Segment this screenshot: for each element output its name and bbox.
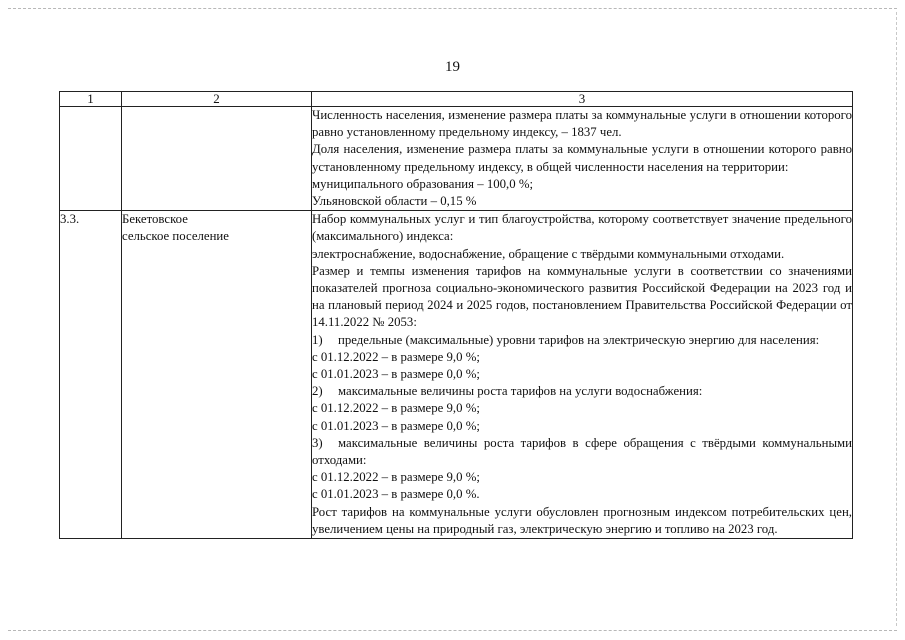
scan-bottom-edge xyxy=(8,630,897,631)
table-row-continued xyxy=(60,107,853,211)
header-col-2: 2 xyxy=(122,92,312,107)
item-1-rate-b: с 01.01.2023 – в размере 0,0 %; xyxy=(312,367,480,382)
scan-top-edge xyxy=(8,8,897,9)
tariff-growth-paragraph: Рост тарифов на коммунальные услуги обусловлен прогнозным индексом потребительских цен, увеличением цены на природный газ, электрическую энергию и топливо на 2023 год. xyxy=(312,504,852,536)
page-number: 19 xyxy=(445,59,460,75)
region-share-line: Ульяновской области – 0,15 % xyxy=(312,194,477,209)
item-1-number: 1) xyxy=(312,332,323,347)
item-1-rate-a: с 01.12.2022 – в размере 9,0 %; xyxy=(312,349,480,364)
item-3-rate-b: с 01.01.2023 – в размере 0,0 %. xyxy=(312,487,480,502)
item-3-rate-a: с 01.12.2022 – в размере 9,0 %; xyxy=(312,470,480,485)
header-col-1: 1 xyxy=(60,92,122,107)
item-3-text: максимальные величины роста тарифов в сфере обращения с твёрдыми коммунальными отходами: xyxy=(312,435,852,468)
item-3-paragraph xyxy=(312,435,852,469)
item-2-rate-a: с 01.12.2022 – в размере 9,0 %; xyxy=(312,401,480,416)
settlement-name-cell xyxy=(122,211,312,539)
row-continued-name-cell xyxy=(122,107,312,211)
tariff-change-paragraph: Размер и темпы изменения тарифов на коммунальные услуги в соответствии со значениями показателей прогноза социально-экономического развития Российской Федерации на 2023 год и на плановый период 2024 и 2025 годов, постановлением Правительства Российской Федерации от 14.11.2022 № 2053: xyxy=(312,263,852,330)
services-set-paragraph: Набор коммунальных услуг и тип благоустройства, которому соответствует значение предельного (максимального) индекса: xyxy=(312,212,852,244)
settlement-details-cell xyxy=(312,211,853,539)
item-1-text: предельные (максимальные) уровни тарифов на электрическую энергию для населения: xyxy=(338,332,820,347)
item-2-number: 2) xyxy=(312,384,323,399)
settlement-name-line-1: Бекетовское xyxy=(122,212,188,227)
row-continued-number-cell xyxy=(60,107,122,211)
item-3-number: 3) xyxy=(312,435,323,450)
row-number: 3.3. xyxy=(60,211,122,539)
item-2-text: максимальные величины роста тарифов на услуги водоснабжения: xyxy=(338,384,703,399)
header-col-3: 3 xyxy=(312,92,853,107)
table-row-3-3 xyxy=(60,211,853,539)
item-1-paragraph xyxy=(312,332,852,349)
population-share-paragraph: Доля населения, изменение размера платы за коммунальные услуги в отношении которого равно установленному предельному индексу, в общей численности населения на территории: xyxy=(312,142,852,174)
municipal-share-line: муниципального образования – 100,0 %; xyxy=(312,176,534,191)
tariff-table xyxy=(59,91,853,539)
scan-right-edge xyxy=(896,12,897,626)
settlement-name-line-2: сельское поселение xyxy=(122,229,229,244)
services-list-paragraph: электроснабжение, водоснабжение, обращение с твёрдыми коммунальными отходами. xyxy=(312,246,785,261)
population-count-paragraph: Численность населения, изменение размера платы за коммунальные услуги в отношении которого равно установленному предельному индексу, – 1837 чел. xyxy=(312,108,852,140)
item-2-paragraph xyxy=(312,383,852,400)
item-2-rate-b: с 01.01.2023 – в размере 0,0 %; xyxy=(312,418,480,433)
table-header-row xyxy=(60,92,853,107)
row-continued-text-cell xyxy=(312,107,853,211)
